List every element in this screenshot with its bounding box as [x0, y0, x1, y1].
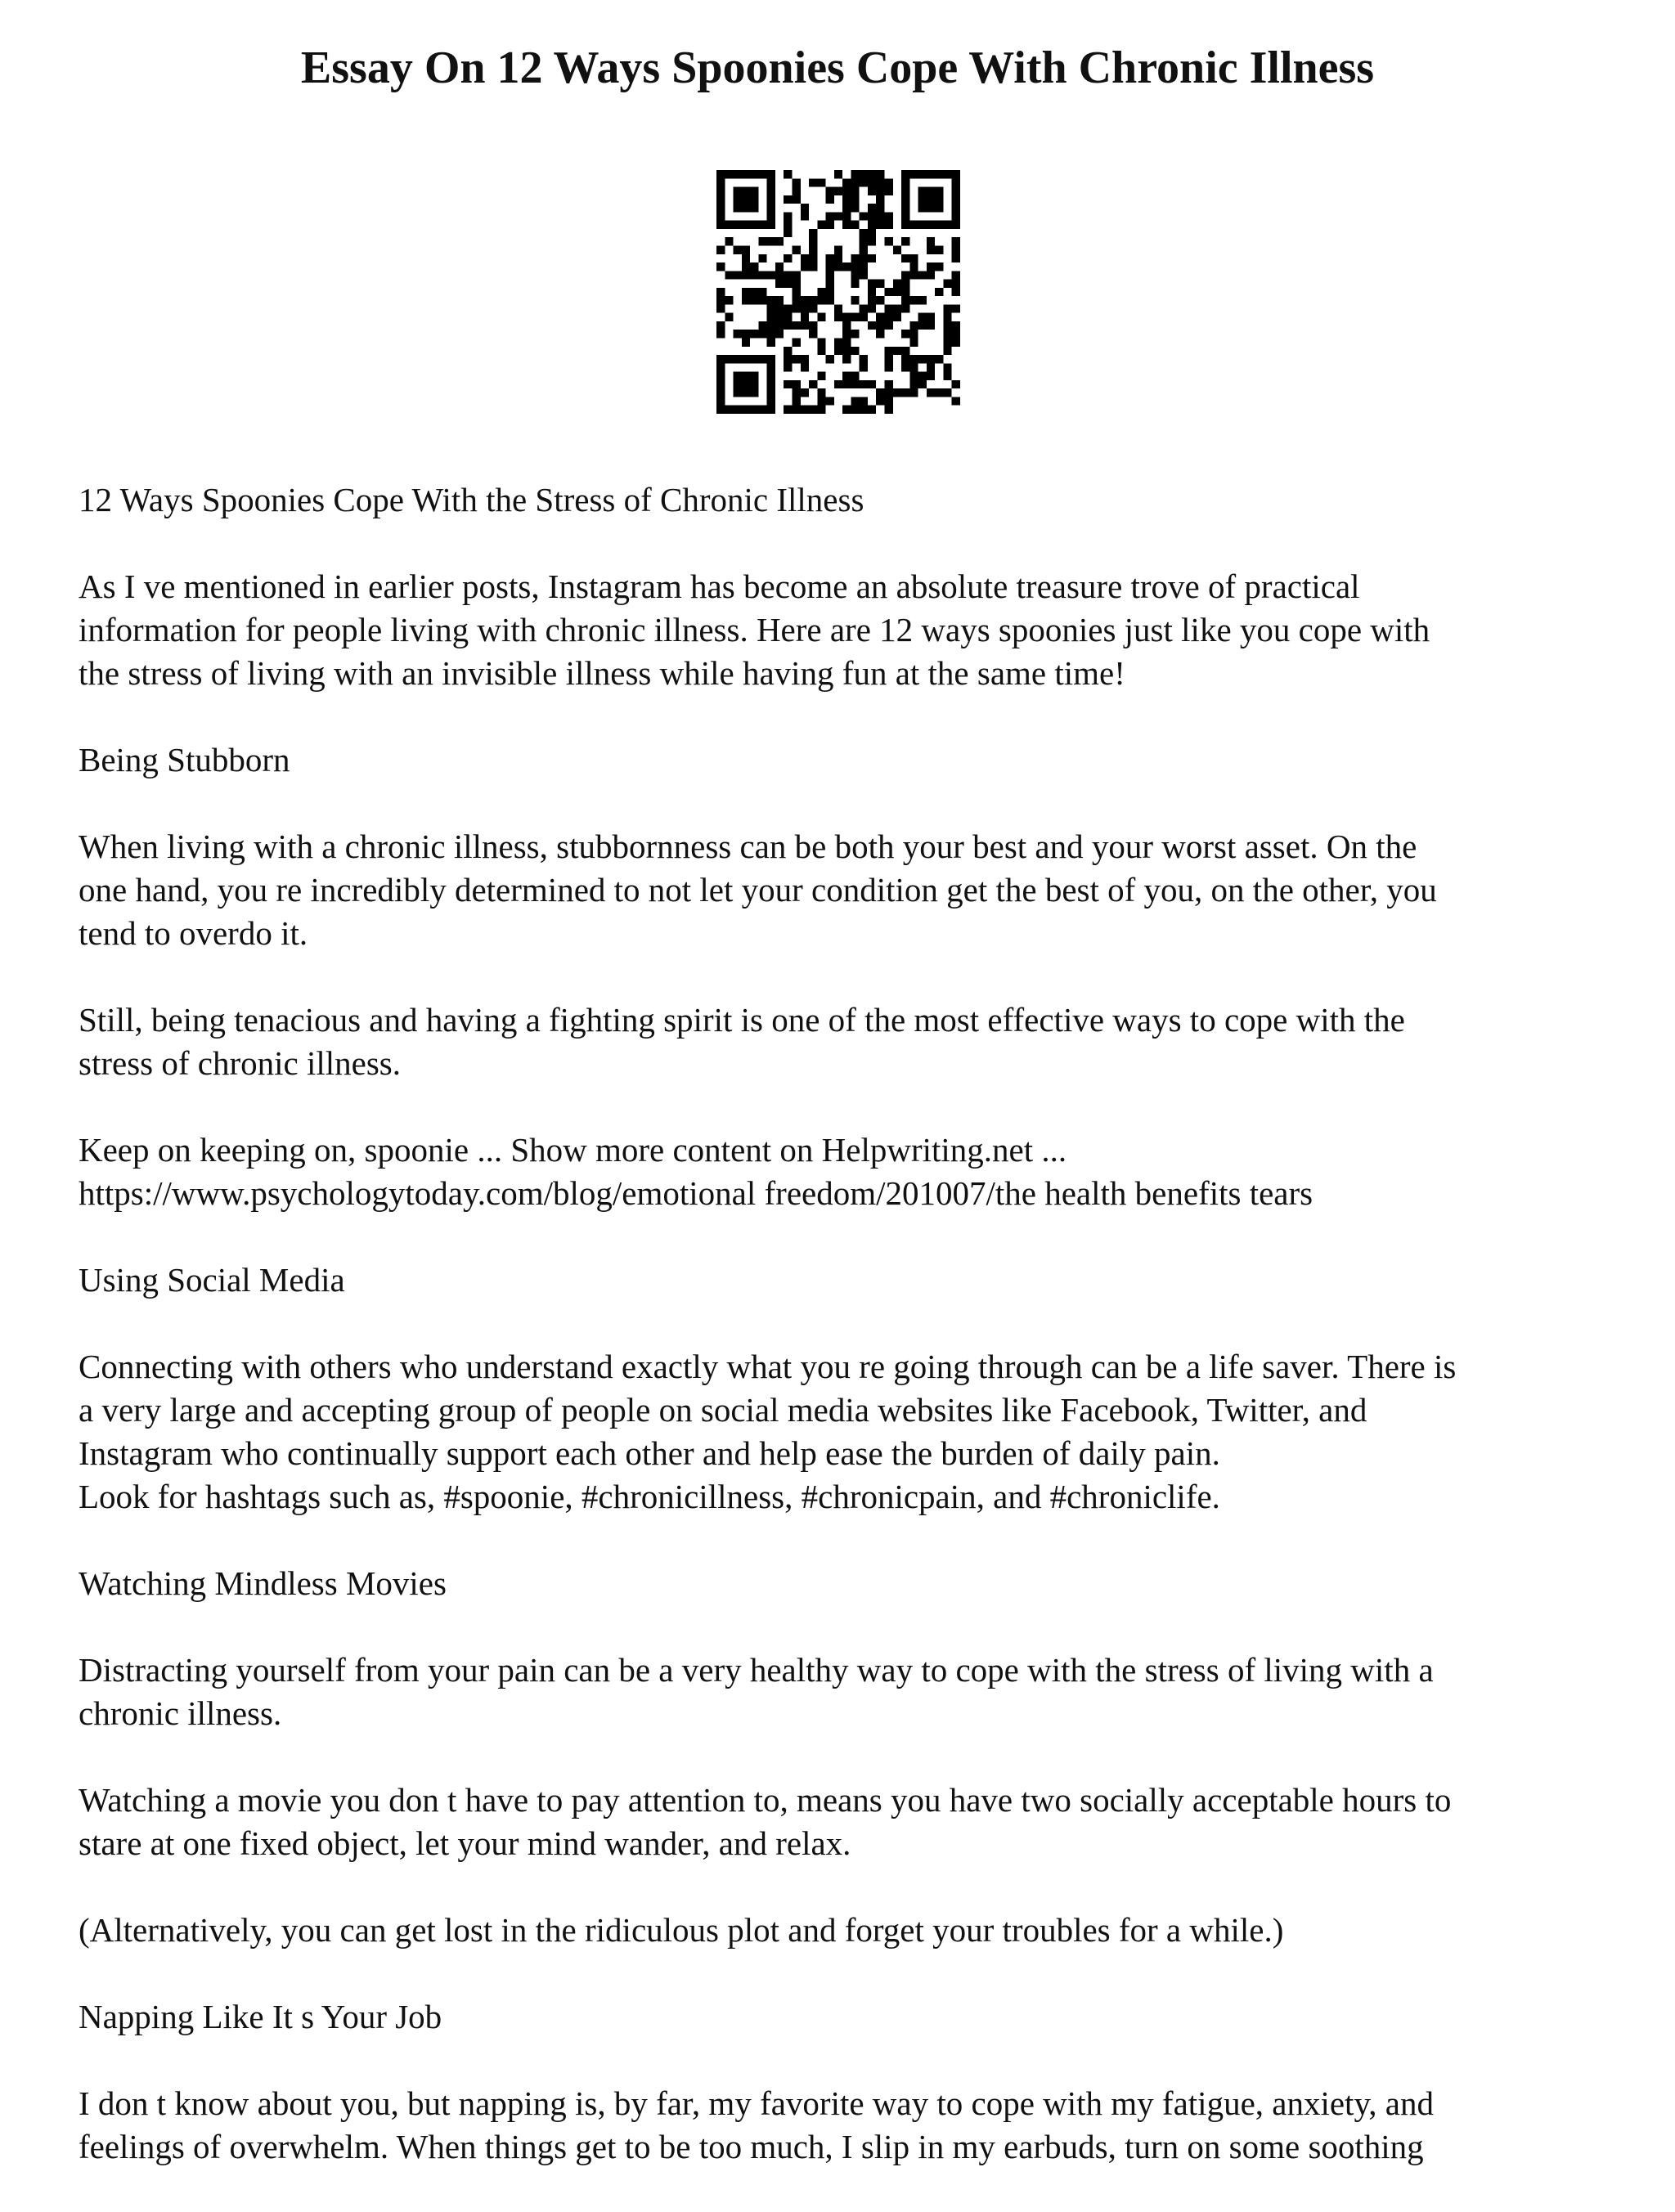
section-heading-being-stubborn: Being Stubborn: [79, 741, 290, 778]
paragraph: Still, being tenacious and having a fighting spirit is one of the most effective ways to cope with the stress of chronic illness.: [79, 1001, 1405, 1082]
document-body: [79, 478, 1616, 2212]
section-heading-watching-mindless-movies: Watching Mindless Movies: [79, 1564, 447, 1602]
qr-code-icon: [716, 170, 960, 414]
paragraph: Watching a movie you don t have to pay attention to, means you have two socially acceptable hours to stare at one fixed object, let your mind wander, and relax.: [79, 1781, 1452, 1862]
paragraph-show-more: Keep on keeping on, spoonie ... Show more content on Helpwriting.net ... https://www.psychologytoday.com/blog/emotional freedom/201007/the health benefits tears: [79, 1131, 1314, 1212]
paragraph: As I ve mentioned in earlier posts, Instagram has become an absolute treasure trove of practical information for people living with chronic illness. Here are 12 ways spoonies just like you cope with the stress of living with an invisible illness while having fun at the same time!: [79, 568, 1430, 692]
paragraph: Connecting with others who understand exactly what you re going through can be a life saver. There is a very large and accepting group of people on social media websites like Facebook, Twitter, and Instagram who continually support each other and help ease the burden of daily pain. Look for hashtags such as, #spoonie, #chronicillness, #chronicpain, and #chroniclife.: [79, 1348, 1457, 1515]
paragraph: When living with a chronic illness, stubbornness can be both your best and your worst asset. On the one hand, you re incredibly determined to not let your condition get the best of you, on the other, you tend to overdo it.: [79, 828, 1437, 952]
section-heading-napping: Napping Like It s Your Job: [79, 1998, 442, 2035]
paragraph: (Alternatively, you can get lost in the ridiculous plot and forget your troubles for a while.): [79, 1911, 1284, 1949]
paragraph-subtitle: 12 Ways Spoonies Cope With the Stress of Chronic Illness: [79, 481, 864, 518]
paragraph: Distracting yourself from your pain can be a very healthy way to cope with the stress of living with a chronic illness.: [79, 1651, 1434, 1732]
section-heading-using-social-media: Using Social Media: [79, 1261, 345, 1299]
document-title: Essay On 12 Ways Spoonies Cope With Chronic Illness: [300, 43, 1375, 93]
paragraph: I don t know about you, but napping is, by far, my favorite way to cope with my fatigue, anxiety, and feelings of overwhelm. When things get to be too much, I slip in my earbuds, turn on some soothing: [79, 2084, 1434, 2165]
